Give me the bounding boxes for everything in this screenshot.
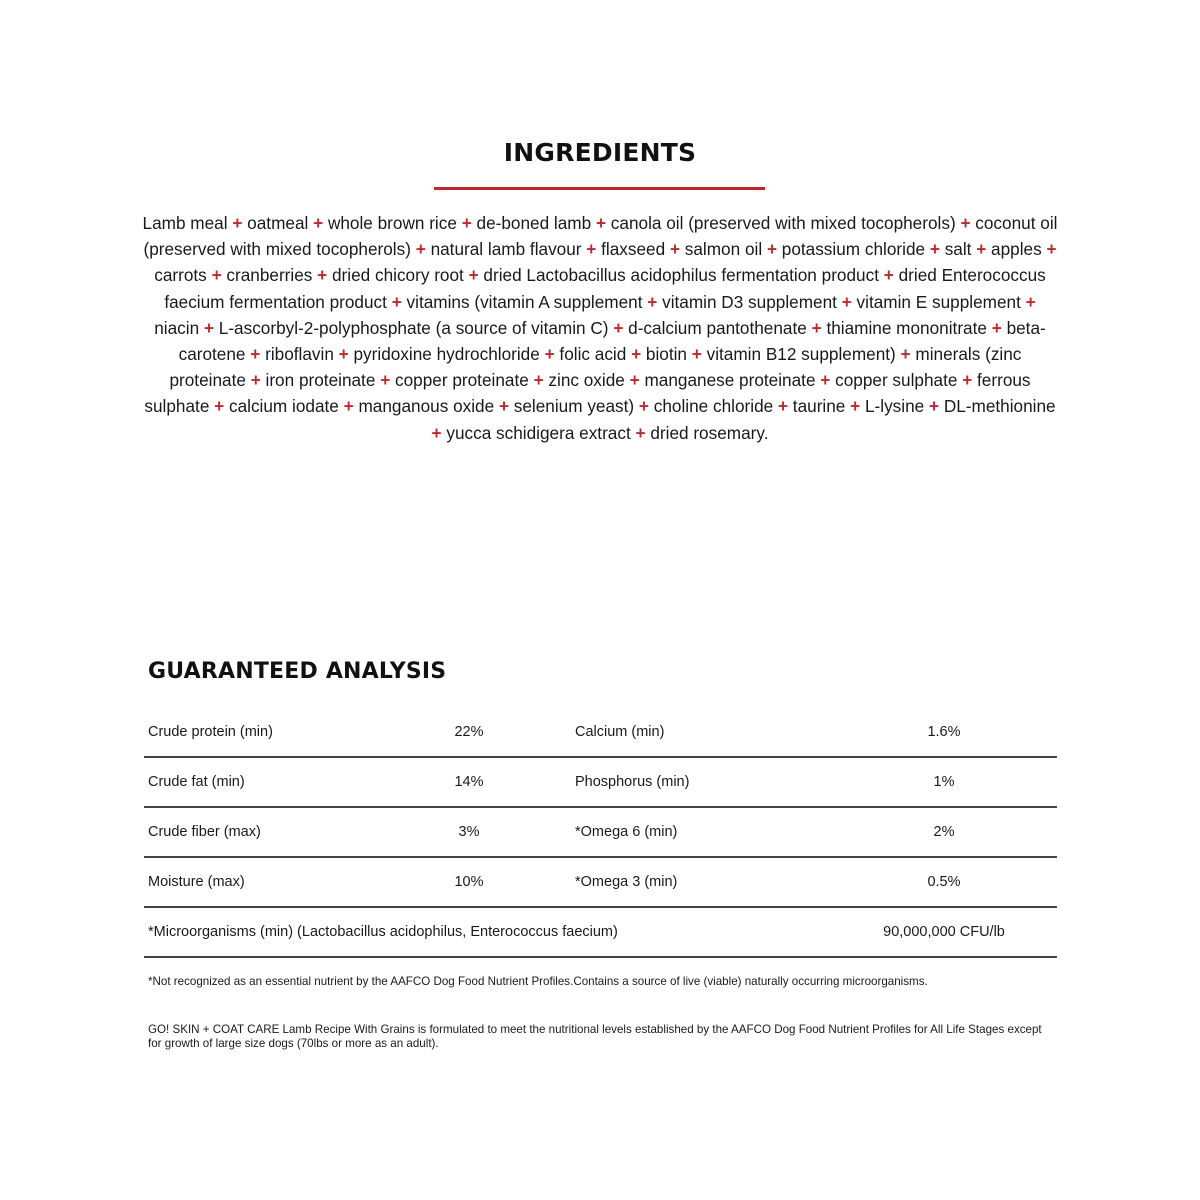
plus-separator-icon: +: [498, 396, 509, 417]
plus-separator-icon: +: [250, 344, 261, 365]
table-row: [144, 858, 1057, 908]
aafco-statement: GO! SKIN + COAT CARE Lamb Recipe With Grains is formulated to meet the nutritional levels established by the AAFCO Dog Food Nutrient Profiles for All Life Stages except for growth of large size dogs (70lbs or more as an adult).: [148, 1023, 1042, 1050]
plus-separator-icon: +: [1046, 239, 1057, 260]
plus-separator-icon: +: [929, 239, 940, 260]
plus-separator-icon: +: [991, 317, 1002, 338]
plus-separator-icon: +: [841, 291, 852, 312]
ingredient-item: L-ascorbyl-2-polyphosphate (a source of vitamin C): [218, 317, 609, 338]
plus-separator-icon: +: [960, 213, 971, 233]
ingredient-item: dried rosemary.: [650, 422, 769, 443]
plus-separator-icon: +: [431, 422, 442, 443]
ingredient-item: beta-carotene: [178, 317, 1046, 365]
nutrient-label: Crude protein (min): [148, 724, 273, 740]
plus-separator-icon: +: [313, 213, 324, 233]
nutrient-value: 90,000,000 CFU/lb: [883, 924, 1005, 940]
nutrient-value: 1.6%: [927, 724, 961, 740]
guaranteed-analysis-title: GUARANTEED ANALYSIS: [148, 659, 447, 684]
plus-separator-icon: +: [777, 396, 789, 417]
ingredient-item: copper proteinate: [395, 370, 529, 391]
nutrient-label: Phosphorus (min): [575, 774, 690, 790]
nutrient-value: 14%: [454, 774, 484, 790]
plus-separator-icon: +: [1025, 291, 1036, 312]
ingredient-item: flaxseed: [601, 239, 666, 260]
plus-separator-icon: +: [820, 370, 831, 391]
ingredient-item: apples: [991, 239, 1042, 260]
ingredient-item: DL-methionine: [943, 396, 1056, 417]
ingredient-item: riboflavin: [265, 344, 334, 365]
ingredient-item: L-lysine: [864, 396, 925, 417]
plus-separator-icon: +: [976, 239, 987, 260]
footnote: *Not recognized as an essential nutrient by the AAFCO Dog Food Nutrient Profiles.Contains a source of live (viable) naturally occurring microorganisms.: [148, 975, 928, 988]
plus-separator-icon: +: [338, 344, 349, 365]
plus-separator-icon: +: [250, 370, 261, 391]
plus-separator-icon: +: [214, 396, 225, 417]
ingredient-item: canola oil (preserved with mixed tocopherols): [610, 213, 956, 233]
nutrient-value: 10%: [454, 874, 484, 890]
ingredient-item: salt: [944, 239, 972, 260]
ingredient-item: pyridoxine hydrochloride: [353, 344, 540, 365]
ingredient-item: taurine: [792, 396, 846, 417]
nutrient-label: Crude fiber (max): [148, 824, 261, 840]
ingredient-item: whole brown rice: [327, 213, 457, 233]
ingredient-item: zinc oxide: [548, 370, 625, 391]
ingredient-item: choline chloride: [653, 396, 774, 417]
ingredient-item: vitamin E supplement: [856, 291, 1021, 312]
plus-separator-icon: +: [317, 265, 328, 286]
plus-separator-icon: +: [631, 344, 642, 365]
nutrient-label: *Omega 6 (min): [575, 824, 678, 840]
nutrient-label: Crude fat (min): [148, 774, 245, 790]
plus-separator-icon: +: [900, 344, 911, 365]
table-row: [144, 808, 1057, 858]
plus-separator-icon: +: [613, 317, 624, 338]
ingredient-item: dried Lactobacillus acidophilus fermentation product: [483, 265, 879, 286]
ingredient-item: vitamin B12 supplement): [706, 344, 896, 365]
ingredient-item: manganous oxide: [358, 396, 495, 417]
ingredient-item: iron proteinate: [265, 370, 376, 391]
red-divider: [434, 187, 765, 190]
table-row: [144, 758, 1057, 808]
plus-separator-icon: +: [468, 265, 479, 286]
plus-separator-icon: +: [883, 265, 894, 286]
nutrient-label: Moisture (max): [148, 874, 245, 890]
plus-separator-icon: +: [595, 213, 607, 233]
ingredient-item: folic acid: [559, 344, 627, 365]
ingredient-item: ferrous sulphate: [144, 370, 1031, 417]
ingredient-item: calcium iodate: [228, 396, 339, 417]
nutrient-value: 1%: [933, 774, 955, 790]
plus-separator-icon: +: [461, 213, 472, 233]
table-row-microorganisms: [144, 908, 1057, 958]
ingredient-item: coconut oil (preserved with mixed tocopherols): [143, 213, 1058, 260]
nutrient-value: 0.5%: [927, 874, 961, 890]
plus-separator-icon: +: [544, 344, 555, 365]
plus-separator-icon: +: [962, 370, 973, 391]
ingredient-item: Lamb meal: [142, 213, 228, 233]
ingredient-item: thiamine mononitrate: [826, 317, 987, 338]
ingredient-item: cranberries: [226, 265, 313, 286]
nutrient-label: *Microorganisms (min) (Lactobacillus acidophilus, Enterococcus faecium): [148, 924, 618, 940]
plus-separator-icon: +: [211, 265, 222, 286]
ingredient-item: yucca schidigera extract: [446, 422, 631, 443]
plus-separator-icon: +: [343, 396, 354, 417]
plus-separator-icon: +: [586, 239, 597, 260]
ingredient-item: dried chicory root: [331, 265, 464, 286]
nutrient-label: Calcium (min): [575, 724, 665, 740]
ingredients-title: INGREDIENTS: [503, 138, 697, 167]
ingredient-item: manganese proteinate: [644, 370, 816, 391]
nutrient-value: 2%: [933, 824, 955, 840]
ingredient-item: copper sulphate: [835, 370, 958, 391]
ingredient-item: vitamins (vitamin A supplement: [406, 291, 643, 312]
plus-separator-icon: +: [391, 291, 402, 312]
plus-separator-icon: +: [380, 370, 391, 391]
ingredient-item: salmon oil: [684, 239, 763, 260]
plus-separator-icon: +: [629, 370, 640, 391]
ingredients-list: [140, 210, 1060, 446]
plus-separator-icon: +: [691, 344, 702, 365]
plus-separator-icon: +: [533, 370, 544, 391]
plus-separator-icon: +: [638, 396, 649, 417]
nutrient-value: 3%: [458, 824, 480, 840]
ingredient-item: dried Enterococcus faecium fermentation product: [164, 265, 1046, 312]
table-row: [144, 708, 1057, 758]
ingredient-item: de-boned lamb: [476, 213, 592, 233]
nutrient-value: 22%: [454, 724, 484, 740]
ingredient-item: minerals (zinc proteinate: [169, 344, 1022, 391]
ingredient-item: vitamin D3 supplement: [662, 291, 837, 312]
plus-separator-icon: +: [669, 239, 680, 260]
plus-separator-icon: +: [203, 317, 214, 338]
ingredient-item: carrots: [154, 265, 207, 286]
plus-separator-icon: +: [928, 396, 940, 417]
plus-separator-icon: +: [850, 396, 861, 417]
plus-separator-icon: +: [635, 422, 646, 443]
ingredient-item: d-calcium pantothenate: [628, 317, 807, 338]
ingredient-item: niacin: [154, 317, 200, 338]
ingredient-item: biotin: [645, 344, 687, 365]
plus-separator-icon: +: [232, 213, 243, 233]
plus-separator-icon: +: [647, 291, 658, 312]
nutrient-label: *Omega 3 (min): [575, 874, 678, 890]
ingredient-item: selenium yeast): [513, 396, 635, 417]
guaranteed-analysis-table: [144, 708, 1057, 958]
plus-separator-icon: +: [766, 239, 777, 260]
ingredient-item: potassium chloride: [781, 239, 926, 260]
plus-separator-icon: +: [811, 317, 822, 338]
ingredient-item: oatmeal: [247, 213, 309, 233]
plus-separator-icon: +: [415, 239, 426, 260]
ingredient-item: natural lamb flavour: [430, 239, 582, 260]
